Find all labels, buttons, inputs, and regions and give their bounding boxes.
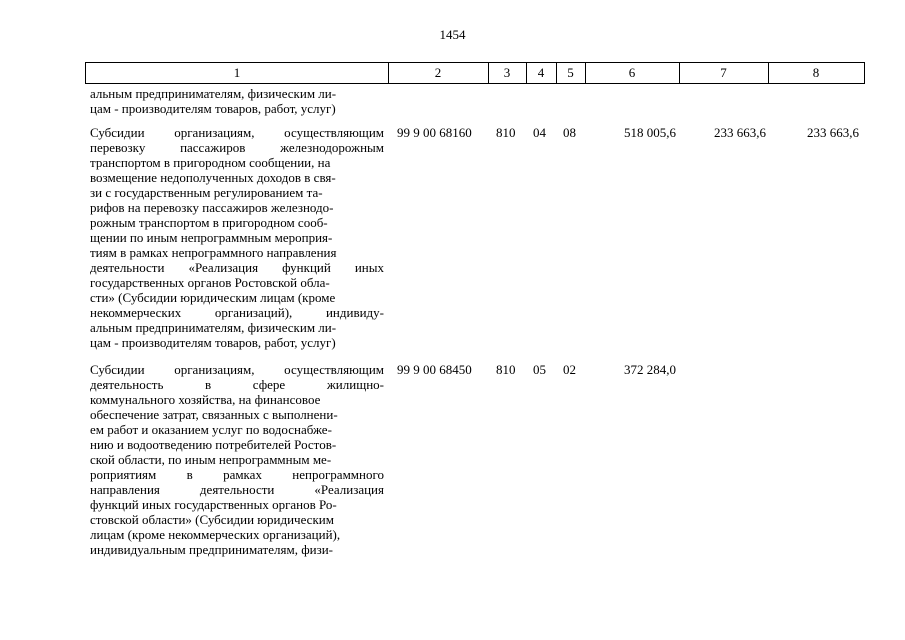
text-line: рифов на перевозку пассажиров железнодо-	[90, 200, 334, 215]
header-col-8: 8	[812, 65, 820, 80]
header-col-4: 4	[537, 65, 545, 80]
amount-col-8: 233 663,6	[807, 125, 859, 140]
text-line: сти» (Субсидии юридическим лицам (кроме	[90, 290, 336, 305]
budget-code: 99 9 00 68450	[397, 362, 472, 377]
text-line: коммунального хозяйства, на финансовое	[90, 392, 321, 407]
text-line: тиям в рамках непрограммного направления	[90, 245, 337, 260]
budget-code: 99 9 00 68160	[397, 125, 472, 140]
text-line: обеспечение затрат, связанных с выполнени-	[90, 407, 338, 422]
amount-col-7: 233 663,6	[714, 125, 766, 140]
header-col-1: 1	[233, 65, 241, 80]
text-line: ской области, по иным непрограммным ме-	[90, 452, 332, 467]
expense-type: 810	[496, 362, 516, 377]
text-line: цам - производителям товаров, работ, услуг)	[90, 101, 336, 116]
text-line: деятельность в сфере жилищно-	[90, 377, 384, 392]
text-line: ем работ и оказанием услуг по водоснабже-	[90, 422, 332, 437]
text-line: перевозку пассажиров железнодорожным	[90, 140, 384, 155]
text-line: рожным транспортом в пригородном сооб-	[90, 215, 328, 230]
text-line: государственных органов Ростовской обла-	[90, 275, 330, 290]
text-line: функций иных государственных органов Ро-	[90, 497, 337, 512]
amount-col-6: 518 005,6	[624, 125, 676, 140]
text-line: щении по иным непрограммным мероприя-	[90, 230, 333, 245]
text-line: роприятиям в рамках непрограммного	[90, 467, 384, 482]
text-line: стовской области» (Субсидии юридическим	[90, 512, 334, 527]
section-code: 05	[533, 362, 546, 377]
header-col-5: 5	[567, 65, 574, 80]
text-line: альным предпринимателям, физическим ли-	[90, 320, 337, 335]
header-col-6: 6	[628, 65, 636, 80]
text-line: направления деятельности «Реализация	[90, 482, 384, 497]
text-line: Субсидии организациям, осуществляющим	[90, 125, 384, 140]
section-code: 04	[533, 125, 546, 140]
text-line: индивидуальным предпринимателям, физи-	[90, 542, 334, 557]
header-col-3: 3	[503, 65, 511, 80]
header-col-7: 7	[720, 65, 727, 80]
amount-col-6: 372 284,0	[624, 362, 676, 377]
text-line: возмещение недополученных доходов в свя-	[90, 170, 336, 185]
subsection-code: 02	[563, 362, 576, 377]
page-number: 1454	[439, 27, 466, 42]
subsection-code: 08	[563, 125, 576, 140]
text-line: деятельности «Реализация функций иных	[90, 260, 384, 275]
table-header	[85, 62, 865, 84]
text-line: некоммерческих организаций), индивиду-	[90, 305, 384, 320]
text-line: зи с государственным регулированием та-	[90, 185, 323, 200]
text-line: альным предпринимателям, физическим ли-	[90, 86, 337, 101]
text-line: цам - производителям товаров, работ, услуг)	[90, 335, 336, 350]
text-line: Субсидии организациям, осуществляющим	[90, 362, 384, 377]
text-line: нию и водоотведению потребителей Ростов-	[90, 437, 337, 452]
expense-type: 810	[496, 125, 516, 140]
text-line: транспортом в пригородном сообщении, на	[90, 155, 331, 170]
header-col-2: 2	[434, 65, 442, 80]
text-line: лицам (кроме некоммерческих организаций),	[90, 527, 341, 542]
